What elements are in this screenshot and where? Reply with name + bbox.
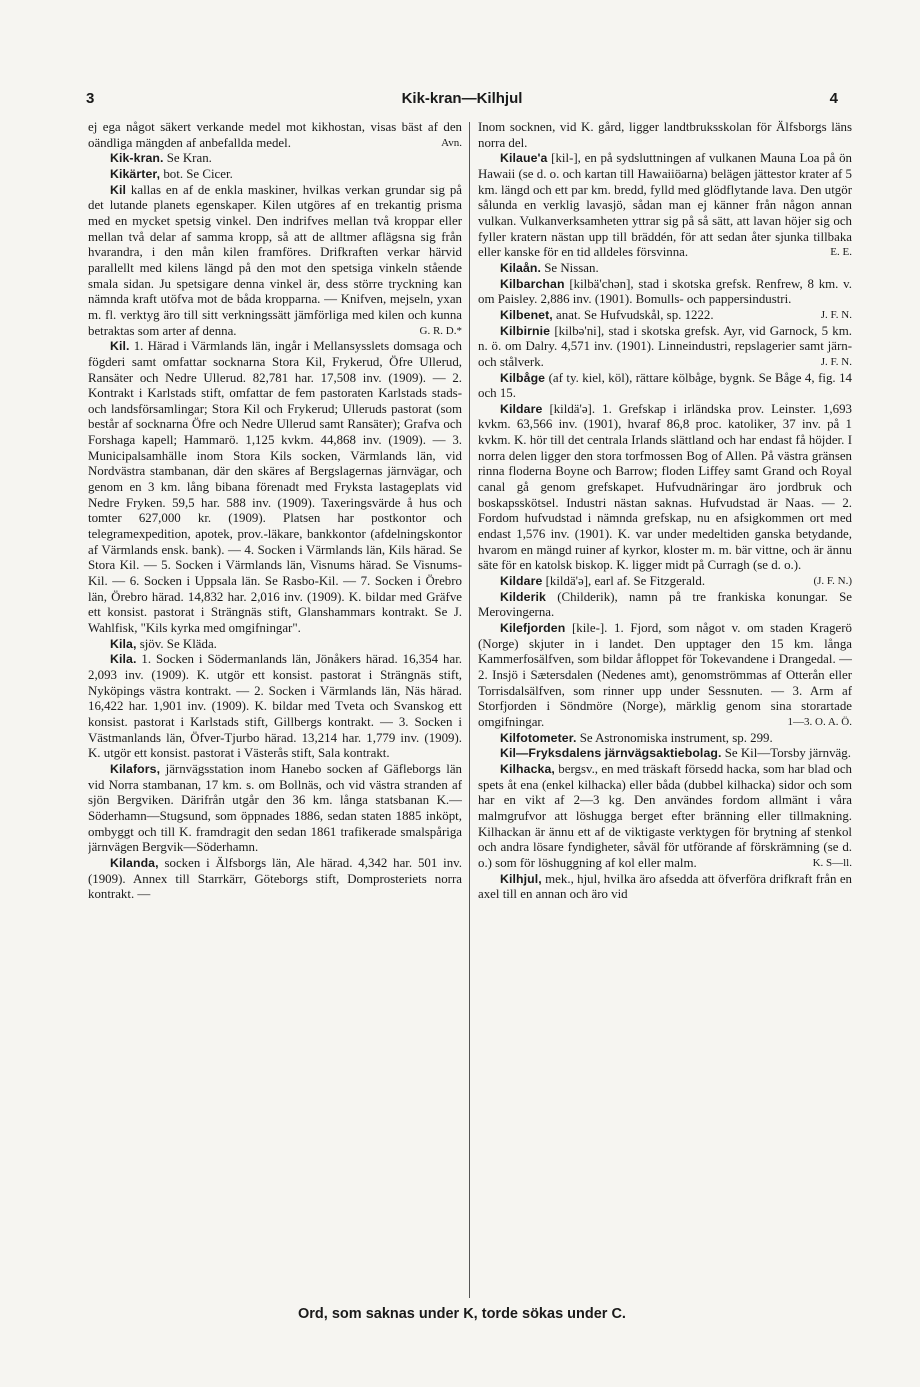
entry-headword: Kilanda, <box>110 855 159 870</box>
entry-text: [kilbə'ni], stad i skotska grefsk. Ayr, vid Garnock, 5 km. n. ö. om Dalry. 4,571 inv. (1901). Linneindustri, repslagerier samt järn- och stålverk. <box>478 323 852 369</box>
dictionary-entry <box>478 324 852 371</box>
entry-headword: Kil—Fryksdalens järnvägsaktiebolag. <box>500 746 722 761</box>
entry-headword: Kik-kran. <box>110 151 164 166</box>
entry-signature: (J. F. N.) <box>813 575 852 588</box>
column-divider <box>469 122 470 1298</box>
entry-headword: Kildare <box>500 401 543 416</box>
page-number-right: 4 <box>829 90 838 107</box>
entry-text: (af ty. kiel, köl), rättare kölbåge, bygnk. Se Båge 4, fig. 14 och 15. <box>478 370 852 401</box>
entry-signature: K. S—ll. <box>812 856 852 869</box>
dictionary-entry <box>478 872 852 903</box>
entry-text: Inom socknen, vid K. gård, ligger landtbruksskolan för Älfsborgs läns norra del. <box>478 120 852 150</box>
entry-headword: Kilbenet, <box>500 307 553 322</box>
entry-text: kallas en af de enkla maskiner, hvilkas verkan grundar sig på det lutande planets egenskaper. Kilen utgöres af en trekantig prisma med en mycket spetsig vinkel. Den indrifves mellan två kroppar eller mellan två delar af samma kropp, så att de alltmer aflägsna sig från hvarandra, i den mån kilen framföres. Drifkraften verkar härvid parallellt med kilens längd på den mot den spetsiga vinkeln stående smala sidan. Ju spetsigare denna vinkel är, dess större tryckning kan nämnda kraft utöfva mot de båda kropparna. — Knifven, mejseln, yxan m. fl. verktyg äro till sitt verkningssätt jämförliga med kilen och kunna betraktas som arter af denna. <box>88 182 462 338</box>
entry-text: ej ega något säkert verkande medel mot kikhostan, visas bäst af den oändliga mängden af anbefallda medel. <box>88 120 462 150</box>
entry-signature: 1—3. O. A. Ö. <box>787 715 852 728</box>
page-header <box>86 90 838 112</box>
dictionary-entry <box>88 167 462 183</box>
page-number-left: 3 <box>86 90 95 107</box>
dictionary-entry <box>478 371 852 402</box>
entry-text: [kildä'ə]. 1. Grefskap i irländska prov. Leinster. 1,693 kvkm. 63,566 inv. (1901), hvaraf 86,8 proc. katoliker, 37 inv. på 1 kvkm. K. hör till det centrala Irlands slättland och har endast få höjder. I norra delen ligger den stora torfmossen Bog of Allen. På västra gränsen rinna floderna Boyne och Barrow; floden Liffey samt Grand och Royal canal gå genom grefskapet. Hufvudnäringar äro jordbruk och boskapsskötsel. Industri nästan saknas. Hufvudstad är Naas. — 2. Fordom hufvudstad i nämnda grefskap, nu en afsigkommen ort med endast 1,576 inv. (1901). K. var under medeltiden ganska betydande, hvarom en mängd ruiner af kyrkor, kloster m. m. bär vittne, och är ännu säte för en katolsk biskop. K. ligger midt på Curragh (se d. o.). <box>478 401 852 573</box>
entry-text: anat. Se Hufvudskål, sp. 1222. <box>552 307 714 322</box>
entry-headword: Kilbarchan <box>500 276 565 291</box>
entry-text: Se Kran. <box>163 151 212 166</box>
entry-headword: Kilderik <box>500 589 546 604</box>
dictionary-entry <box>88 151 462 167</box>
entry-headword: Kil. <box>110 339 130 354</box>
running-title: Kik-kran—Kilhjul <box>401 90 523 107</box>
dictionary-entry <box>478 621 852 731</box>
dictionary-entry <box>88 762 462 856</box>
entry-headword: Kilfotometer. <box>500 730 577 745</box>
entry-headword: Kildare <box>500 574 543 589</box>
entry-headword: Kilefjorden <box>500 621 566 635</box>
entry-headword: Kilafors, <box>110 761 161 776</box>
entry-signature: J. F. N. <box>820 308 852 321</box>
entry-signature: G. R. D.* <box>419 324 462 337</box>
entry-text: järnvägsstation inom Hanebo socken af Gäfleborgs län vid Norra stambanan, 17 km. s. om Bollnäs, och vid västra stranden af sjön Bergviken. Därifrån utgår den 36 km. långa statsbanan K.—Söderhamn—Stugsund, som öppnades 1886, sedan staten 1885 inköpt, ombyggt och till K. framdragit den sedan 1861 trafikerade smalspåriga järnvägen Bergvik—Söderhamn. <box>88 761 462 855</box>
entry-text: [kile-]. 1. Fjord, som något v. om staden Kragerö (Norge) skjuter in i landet. Den upptager den 15 km. långa Kammerfosälfven, som bildar åfloppet för Tokevandene i Drangedal. — 2. Insjö i Sætersdalen (Nedenes amt), genomströmmas af Otterån eller Torrisdalsälfven, som rinner upp under Sessnuten. — 3. Arm af Storfjorden i Söndmöre (Norge), märklig genom sina storartade omgifningar. <box>478 621 852 729</box>
entry-headword: Kikärter, <box>110 166 161 181</box>
entry-text: (Childerik), namn på tre frankiska konungar. Se Merovingerna. <box>478 589 852 620</box>
dictionary-entry <box>88 183 462 340</box>
entry-signature: E. E. <box>830 246 852 259</box>
entry-text: bot. Se Cicer. <box>160 166 233 181</box>
dictionary-entry <box>88 637 462 653</box>
entry-headword: Kil <box>110 182 127 197</box>
entry-text: socken i Älfsborgs län, Ale härad. 4,342 har. 501 inv. (1909). Annex till Starrkärr, Göteborgs stift, Domprosteriets norra kontrakt. — <box>88 855 462 902</box>
entry-text: 1. Socken i Södermanlands län, Jönåkers härad. 16,354 har. 2,093 inv. (1909). K. utgör ett konsist. pastorat i Strängnäs stift, Nyköpings västra kontrakt. — 2. Socken i Värmlands län, Näs härad. 16,422 har. 1,901 inv. (1909). K. bildar med Tveta och Svanskog ett konsist. pastorat i Karlstads stift, Gillbergs kontrakt. — 3. Socken i Västmanlands län, Öfver-Tjurbo härad. 13,214 har. 1,779 inv. (1909). K. utgör ett konsist. pastorat i Västerås stift, Sala kontrakt. <box>88 652 462 761</box>
entry-text: [kilbä'chən], stad i skotska grefsk. Renfrew, 8 km. v. om Paisley. 2,886 inv. (1901). Bomulls- och pappersindustri. <box>478 276 852 307</box>
dictionary-entry <box>478 261 852 277</box>
entry-text: Se Nissan. <box>541 260 599 275</box>
entry-headword: Kilhacka, <box>500 761 555 776</box>
dictionary-entry <box>88 339 462 636</box>
entry-text: 1. Härad i Värmlands län, ingår i Mellansysslets domsaga och fögderi samt omfattar socknarna Stora Kil, Frykerud, Öfre Ullerud, Ransäter och Nedre Ullerud. 82,781 har. 17,508 inv. (1909). — 2. Kontrakt i Karlstads stift, omfattar de fem pastoraten Karlstads stads- och landsförsamlingar; Stora Kil och Frykerud; Ulleruds pastorat (som består af socknarna Öfre och Nedre Ullerud samt Ransäter); Grafva och Forshaga kapell; Hammarö. 1,125 kvkm. 44,868 inv. (1909). — 3. Municipalsamhälle inom Stora Kils socken, Värmlands län, vid Nordvästra stambanan, där den skäres af Bergslagernas järnvägar, och genom en 3 km. lång bibana förenadt med Fryksta lastageplats vid Nedre Fryken. 59,5 har. 588 inv. (1909). Taxeringsvärde å hus och tomter 627,000 kr. (1909). Platsen har postkontor och telegramexpedition, apotek, prov.-läkare, bankkontor (afdelningskontor af Värmlands ensk. bank). — 4. Socken i Värmlands län, Kils härad. Se Stora Kil. — 5. Socken i Värmlands län, Visnums härad. Se Visnums-Kil. — 6. Socken i Uppsala län. Se Rasbo-Kil. — 7. Socken i Örebro län, Örebro härad. 14,832 har. 2,016 inv. (1909). K. bildar med Gräfve ett konsist. pastorat i Strängnäs stift, Glanshammars kontrakt. Se J. Wahlfisk, "Kils kyrka med omgifningar". <box>88 339 462 635</box>
entry-text: Se Kil—Torsby järnväg. <box>721 746 851 761</box>
dictionary-entry <box>478 590 852 621</box>
entry-headword: Kilbåge <box>500 370 546 385</box>
entry-headword: Kilhjul, <box>500 871 542 886</box>
entry-signature: J. F. N. <box>820 355 852 368</box>
dictionary-entry <box>478 731 852 747</box>
entry-text: [kil-], en på sydsluttningen af vulkanen Mauna Loa på ön Hawaii (se d. o. och kartan till Hawaiiöarna) belägen jättestor krater af 5 km. längd och ett par km. bredd, fylld med glödflytande lava. Den utgör sålunda en verklig lavasjö, sådan man ej känner från någon annan vulkan. Vulkanverksamheten yttrar sig på så sätt, att lavan höjer sig och fyller kratern nästan upp till bräddén, för att sedan åter sjunka tillbaka eller kanske för en tid alldeles försvinna. <box>478 151 852 260</box>
entry-headword: Kila, <box>110 636 137 651</box>
dictionary-entry <box>478 151 852 261</box>
dictionary-entry <box>478 120 852 151</box>
footer-note: Ord, som saknas under K, torde sökas under C. <box>298 1306 626 1322</box>
left-column <box>88 120 462 1298</box>
entry-text: Se Astronomiska instrument, sp. 299. <box>576 730 773 745</box>
entry-text: [kildä'ə], earl af. Se Fitzgerald. <box>542 574 706 589</box>
entry-headword: Kilaue'a <box>500 151 548 166</box>
dictionary-entry <box>478 762 852 872</box>
entry-text: sjöv. Se Kläda. <box>136 636 217 651</box>
dictionary-entry <box>478 746 852 762</box>
entry-headword: Kila. <box>110 652 137 667</box>
dictionary-entry <box>88 856 462 903</box>
dictionary-entry <box>88 652 462 762</box>
entry-signature: Avn. <box>441 136 462 149</box>
entry-text: mek., hjul, hvilka äro afsedda att öfverföra drifkraft från en axel till en annan och äro vid <box>478 871 852 902</box>
entry-headword: Kilbirnie <box>500 323 551 338</box>
right-column <box>478 120 852 1298</box>
entry-text: bergsv., en med träskaft försedd hacka, som har blad och spets åt ena (enkel kilhacka) eller båda (dubbel kilhacka) sidor och som har en vikt af 2—3 kg. Den användes fordom allmänt i våra malmgrufvor att löshugga berget efter bränning eller tillmakning. Kilhackan är ännu ett af de viktigaste verktygen för brytning af stenkol och andra lösare fyndigheter, såväl för utförande af förskrämning (se d. o.) som för löshuggning af kol eller malm. <box>478 761 852 870</box>
entry-headword: Kilaån. <box>500 260 542 275</box>
dictionary-entry <box>478 308 852 324</box>
dictionary-entry <box>88 120 462 151</box>
